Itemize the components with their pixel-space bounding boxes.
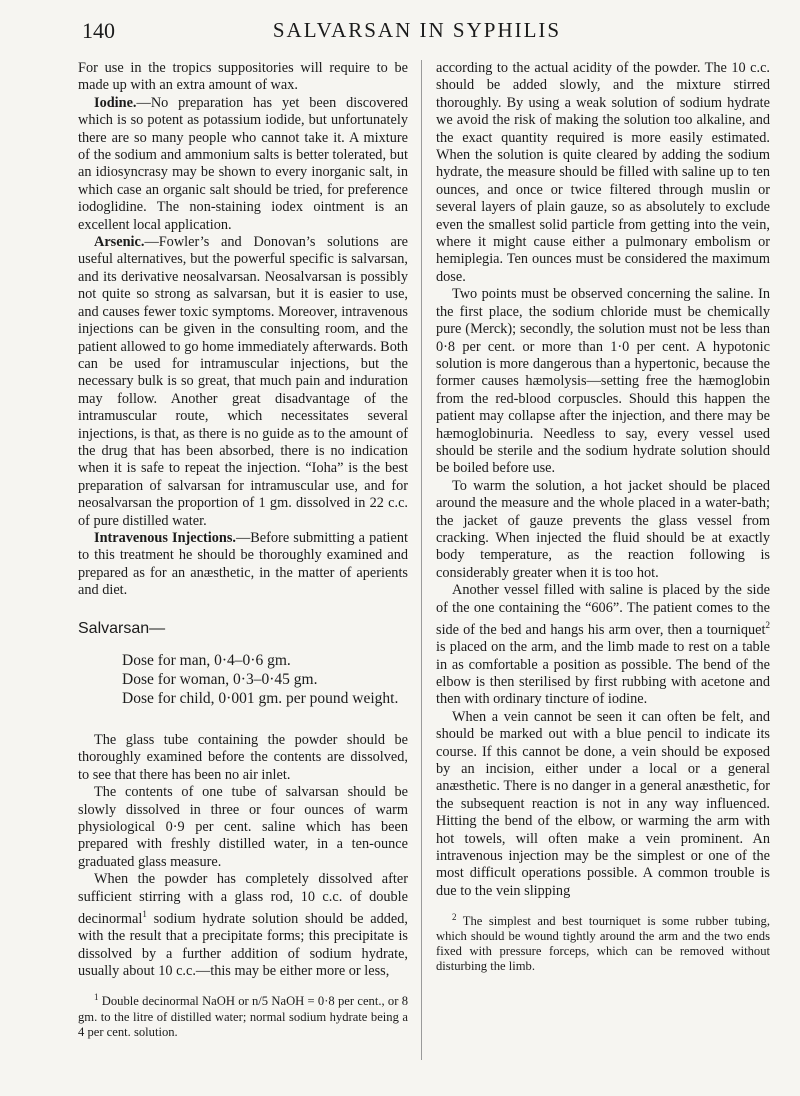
powder-text-b: sodium hydrate solution should be added, with the result that a precipitate forms; this precipitate is dissolved by a further addition of sodium hydrate, usually about 10 c.c.—this may be either more or less,: [78, 910, 408, 980]
footnote-2: [436, 910, 770, 974]
footnote-1-mark: 1: [94, 992, 99, 1003]
right-column: [436, 60, 770, 974]
dose-woman: Dose for woman, 0·3–0·45 gm.: [122, 671, 318, 688]
spacer: [78, 708, 408, 732]
paragraph-vein: When a vein cannot be seen it can often be felt, and should be marked out with a blue pencil to indicate its course. If this cannot be done, a vein should be exposed by an incision, either under a local or a general anæsthetic. There is no danger in a general anæsthetic, for the subsequent reaction is not in any way influenced. Hitting the bend of the elbow, or warming the arm with hot towels, will often make a vein prominent. An intravenous injection may be the simplest or one of the most difficult operations possible. A common trouble is due to the vein slipping: [436, 708, 770, 899]
iodine-text: —No preparation has yet been discovered which is so potent as potassium iodide, but unfortunately there are so many people who cannot take it. A mixture of the sodium and ammonium salts is better tolerated, but an idiosyncrasy may be shown to every inorganic salt, in which case an organic salt should be tried, for preference iodoglidine. The non-staining iodex ointment is an excellent local application.: [78, 94, 408, 233]
iodine-lead: Iodine.: [94, 94, 137, 111]
footnote-2-mark: 2: [452, 912, 457, 923]
paragraph-intravenous: [78, 530, 408, 600]
paragraph-arsenic: [78, 234, 408, 530]
powder-text-a: When the powder has completely dissolved after sufficient stirring with a glass rod, 10 c.c. of double decinormal: [78, 871, 408, 927]
paragraph-powder-dissolved: [78, 871, 408, 980]
footnote-2-text: [436, 910, 770, 974]
paragraph-tourniquet: [436, 582, 770, 709]
footnote-1: [78, 990, 408, 1039]
running-title: SALVARSAN IN SYPHILIS: [272, 18, 562, 42]
paragraph-saline: Two points must be observed concerning the saline. In the first place, the sodium chloride must be chemically pure (Merck); secondly, the solution must not be less than 0·8 per cent. or more than 1·0 per cent. A hypotonic solution is more dangerous than a hypertonic, because the former causes hæmolysis—setting free the hæmoglobin from the red-blood corpuscles. Should this happen the patient may collapse after the injection, and there may be hæmoglobinuria. Needless to say, every vessel used should be sterile and the sodium hydrate solution should be boiled before use.: [436, 286, 770, 477]
section-heading-salvarsan: Salvarsan—: [78, 619, 166, 637]
arsenic-text: —Fowler’s and Donovan’s solutions are useful alternatives, but the powerful specific is salvarsan, and its derivative neosalvarsan. Neosalvarsan is possibly not quite so strong as salvarsan, but it is easier to use, and causes fewer toxic symptoms. Moreover, intravenous injections can be given in the consulting room, and the patient allowed to go home immediately afterwards. Both can be used for intramuscular injections, but the necessary bulk is so great, that much pain and induration may follow. Another great disadvantage of the intramuscular route, which necessitates several injections, is that, as there is no guide as to the amount of the drug that has been absorbed, there is no indication when it is safe to repeat the injection. “Ioha” is the best preparation of salvarsan for intramuscular use, and for neosalvarsan the proportion of 1 gm. dissolved in 22 c.c. of pure distilled water.: [78, 234, 408, 529]
footnote-1-text: [78, 990, 408, 1039]
column-divider: [421, 60, 422, 1060]
paragraph-tropics: For use in the tropics suppositories will require to be made up with an extra amount of wax.: [78, 60, 408, 94]
footnote-1-body: Double decinormal NaOH or n/5 NaOH = 0·8 per cent., or 8 gm. to the litre of distilled water; normal sodium hydrate being a 4 per cent. solution.: [78, 994, 408, 1039]
paragraph-warm-solution: To warm the solution, a hot jacket should be placed around the measure and the whole placed in a water-bath; the jacket of gauze prevents the glass vessel from cracking. When injected the fluid should be at exactly body temperature, as the reaction following is considerably greater when it is too hot.: [436, 477, 770, 581]
paragraph-contents: The contents of one tube of salvarsan should be slowly dissolved in three or four ounces of warm physiological 0·9 per cent. saline which has been prepared with freshly distilled water, in a ten-ounce graduated glass measure.: [78, 784, 408, 870]
intravenous-lead: Intravenous Injections.: [94, 529, 236, 546]
tourniquet-text-b: is placed on the arm, and the limb made to rest on a table in as comfortable a position as possible. The bend of the elbow is then sterilised by first rubbing with acetone and then with ordinary tincture of iodine.: [436, 639, 770, 708]
dose-man: Dose for man, 0·4–0·6 gm.: [122, 652, 291, 669]
left-column: [78, 60, 408, 1040]
tourniquet-text-a: Another vessel filled with saline is placed by the side of the one containing the “606”. The patient comes to the side of the bed and hangs his arm over, then a tourniquet: [436, 582, 770, 638]
footnote-2-body: The simplest and best tourniquet is some rubber tubing, which should be wound tightly around the arm and the two ends fixed with pressure forceps, which can be removed without disturbing the limb.: [436, 914, 770, 974]
paragraph-glass-tube: The glass tube containing the powder should be thoroughly examined before the contents are dissolved, to see that there has been no air inlet.: [78, 732, 408, 783]
dose-child: Dose for child, 0·001 gm. per pound weight.: [122, 690, 399, 707]
footnote-ref-1[interactable]: 1: [142, 909, 147, 920]
paragraph-acidity: according to the actual acidity of the powder. The 10 c.c. should be added slowly, and the mixture stirred thoroughly. By using a weak solution of sodium hydrate we avoid the risk of making the solution too alkaline, and the exact quantity required is more easily estimated. When the solution is quite cleared by adding the sodium hydrate, the measure should be filled with saline up to ten ounces, and once or twice filtered through muslin or several layers of plain gauze, so as absolutely to exclude even the smallest solid particle from getting into the vein, where it might cause either a pulmonary embolism or hemiplegia. Ten ounces must be considered the maximum dose.: [436, 60, 770, 285]
page-header: [74, 18, 760, 48]
paragraph-iodine: [78, 95, 408, 234]
page-number: 140: [82, 18, 115, 43]
arsenic-lead: Arsenic.: [94, 234, 145, 251]
intravenous-text: —Before submitting a patient to this treatment he should be thoroughly examined and prepared as for an anæsthetic, in the matter of aperients and diet.: [78, 529, 408, 599]
footnote-ref-2[interactable]: 2: [765, 620, 770, 630]
